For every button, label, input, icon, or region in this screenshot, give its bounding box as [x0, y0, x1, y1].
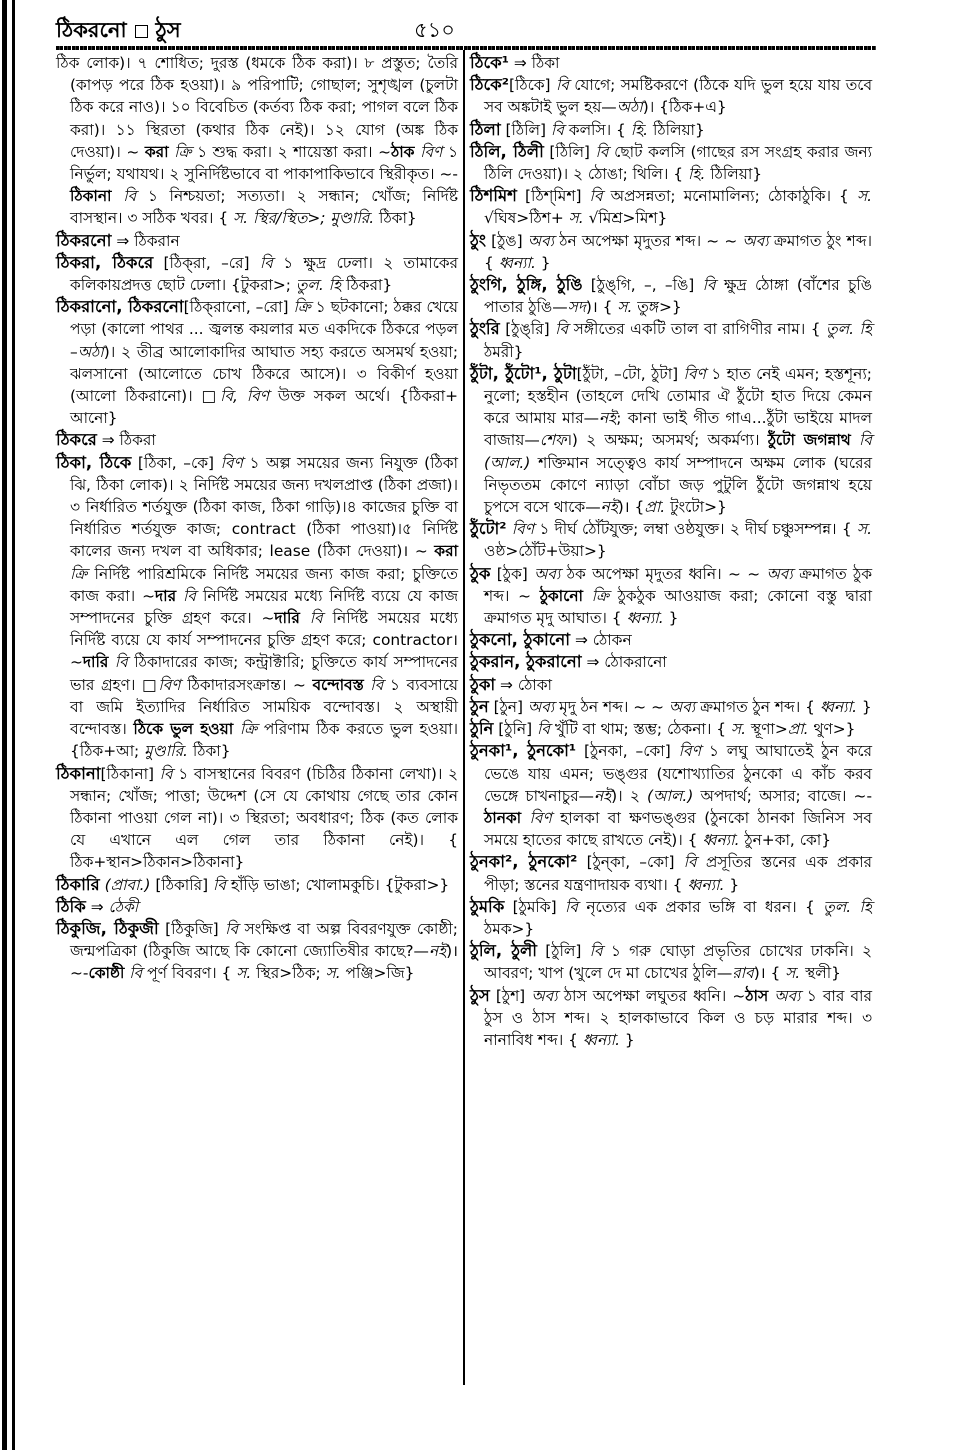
- definition-text: [233, 720, 240, 738]
- definition-text: )। {: [617, 498, 645, 517]
- headword: ঠুকরান, ঠুকরানো: [470, 652, 582, 672]
- left-column: [56, 52, 458, 985]
- italic-label: বিণ: [678, 742, 701, 761]
- definition-text: )। ২: [611, 786, 647, 805]
- definition-text: প্রসূতির স্তনের এক প্রকার পীড়া; স্তনের যন্ত্রণাদায়ক ব্যথা। {: [484, 853, 873, 894]
- dictionary-entry: [470, 718, 872, 740]
- bold-subentry: বন্দোবস্ত: [312, 675, 364, 694]
- italic-label: বি: [370, 675, 384, 694]
- definition-text: ছোট কলসি (গাছের রস সংগ্রহ করার জন্য ঠিলি দেওয়া)। ২ ঠোঙা; থিলি। {: [484, 142, 872, 184]
- italic-label: বিণ: [158, 675, 181, 694]
- definition-text: কলসি। {: [563, 120, 631, 139]
- definition-text: [ঠুঁটা, –টো, ঠুটা]: [576, 364, 684, 383]
- bold-subentry: ঠাস: [745, 986, 769, 1005]
- definition-text: স্থূণা>: [745, 720, 788, 739]
- definition-text: [300, 609, 310, 627]
- definition-text: √ঘিষ>ঠিশ+: [484, 209, 569, 228]
- italic-label: প্রা.: [787, 720, 809, 739]
- italic-label: শেফ: [539, 431, 567, 450]
- definition-text: ক্রমাগত ঠুং শব্দ। {: [484, 231, 873, 272]
- italic-label: অব্য: [527, 231, 555, 250]
- definition-text: [ঠুঙ্‌রি]: [499, 320, 556, 339]
- definition-text: পঞ্জি>জি}: [340, 964, 415, 983]
- definition-text: }: [663, 609, 679, 628]
- bold-subentry: দারি: [82, 653, 109, 672]
- guide-word-first: ঠিকরনো: [56, 18, 127, 42]
- definition-text: [112, 187, 124, 205]
- definition-text: অপদার্থ; অসার; বাজে। ~-: [693, 786, 872, 805]
- bold-subentry: কোষ্ঠী: [88, 964, 125, 983]
- italic-label: মুণ্ডারি.: [144, 742, 188, 761]
- dictionary-entry: [56, 918, 458, 985]
- dictionary-entry: [470, 318, 872, 362]
- italic-label: অব্য: [774, 986, 801, 1005]
- italic-label: বি: [555, 320, 569, 339]
- headword: ঠুমকি: [470, 896, 505, 916]
- definition-text: সঙ্গীতের একটি তাল বা রাগিণীর নাম। {: [568, 320, 827, 339]
- definition-text: ঠমরী}: [484, 342, 524, 361]
- headword: ঠিকে¹: [470, 53, 509, 72]
- dictionary-entry: [470, 563, 872, 630]
- dictionary-entry: [470, 185, 872, 229]
- binding-edge-inner: [12, 0, 15, 1450]
- page-number: ৫১০: [414, 18, 455, 42]
- italic-label: বি: [123, 187, 137, 206]
- italic-label: অঠা: [616, 98, 643, 117]
- definition-text: ঠিকাদারের কাজ; কন্ট্রাক্টারি; চুক্তিতে কার্য সম্পাদনের ভার গ্রহণ। □: [70, 653, 458, 694]
- definition-text: পরিণাম ঠিক করতে ভুল হওয়া। {ঠিক+আ;: [70, 720, 458, 761]
- definition-text: [ঠিকুজি]: [158, 919, 226, 938]
- definition-text: ঠিকরা}: [341, 276, 393, 295]
- definition-text: ⇒ ঠোকরানো: [581, 653, 667, 672]
- definition-text: [583, 587, 592, 605]
- dictionary-entry: [470, 274, 872, 318]
- italic-label: বি: [309, 609, 323, 628]
- running-head: [56, 14, 181, 49]
- definition-text: ১ শুদ্ধ করা। ২ শায়েস্তা করা। ~: [191, 142, 391, 161]
- definition-text: ঠন অপেক্ষা মৃদুতর শব্দ। ~ ~: [554, 231, 743, 250]
- bold-subentry: ঠুকানো: [539, 586, 583, 605]
- headword: ঠুনকা², ঠুনকো²: [470, 852, 578, 872]
- dictionary-entry: [56, 230, 458, 252]
- definition-text: [851, 431, 859, 449]
- italic-label: বি: [683, 853, 697, 872]
- italic-label: ঠেকী: [108, 897, 139, 916]
- italic-label: বিণ: [529, 808, 552, 827]
- italic-label: বিণ: [420, 142, 443, 161]
- headword: ঠিকানা: [56, 763, 101, 783]
- definition-text: ক্রমাগত ঠুন শব্দ। {: [695, 697, 820, 716]
- definition-text: ওষ্ঠ>ঠোঁট+উয়া>}: [484, 542, 607, 561]
- dictionary-entry: [56, 452, 458, 763]
- definition-text: ঠমক>}: [484, 919, 535, 938]
- definition-text: ⇒ ঠিকা: [508, 54, 560, 72]
- dictionary-entry: [470, 230, 872, 274]
- definition-text: √মিশ্র>মিশ}: [583, 209, 668, 228]
- definition-text: নৃত্যের এক প্রকার ভঙ্গি বা ধরন। {: [577, 897, 824, 916]
- bold-subentry: ঠিকে ভুল হওয়া: [133, 720, 234, 739]
- definition-text: [ঠুমকি]: [504, 897, 565, 916]
- definition-text: থুণ>}: [808, 720, 856, 739]
- definition-text: ; কানা ভাই গীত গাএ...ঠুঁটা ভাইয়ে মাদল বাজায়—: [484, 409, 872, 450]
- definition-text: ক্রমাগত ঠুক শব্দ। ~: [484, 564, 872, 605]
- italic-label: বি: [550, 120, 564, 139]
- italic-label: স.: [730, 720, 746, 739]
- definition-text: ঠক অপেক্ষা মৃদুতর ধ্বনি। ~ ~: [560, 564, 767, 583]
- definition-text: ঠিক লোক)। ৭ শোধিত; দুরস্ত (ধমকে ঠিক করা)। ৮ প্রস্তুত; তৈরি (কাপড় পরে ঠিক হওয়া)। ৯ পরিপাটি; গোছাল; সুশৃঙ্খল (চুলটা ঠিক করে নাও)। ১০ বিবেচিত (কর্তব্য ঠিক করা; পাগল বলে ঠিক করা)। ১১ স্থিরতা (কথার ঠিক নেই)। ১২ যোগ (অঙ্ক ঠিক দেওয়া)। ~: [56, 54, 458, 161]
- definition-text: )। {: [753, 964, 786, 983]
- italic-label: অব্য: [534, 564, 561, 583]
- italic-label: (আল.): [647, 786, 694, 805]
- definition-text: ⇒ ঠোকন: [570, 631, 632, 650]
- definition-text: [ঠিশ্‌মিশ]: [516, 187, 590, 206]
- italic-label: তুল. হি: [826, 320, 872, 339]
- dictionary-entry: [56, 763, 458, 874]
- definition-text: }: [857, 697, 872, 716]
- headword: ঠুস: [470, 985, 490, 1005]
- dictionary-entry: [56, 874, 458, 896]
- italic-label: অব্য: [742, 231, 769, 250]
- definition-text: )। ২ তীব্র আলোকাদির আঘাত সহ্য করতে অসমর্থ হওয়া; ঝলসানো (আলোতে চোখ ঠিকরে আসে)। ৩ বিকীর্ণ হওয়া (আলো ঠিকরানো)। □: [70, 342, 458, 406]
- definition-text: ১ নির্ভুল; যথাযথ। ২ সুনির্দিষ্টভাবে বা পাকাপাকিভাবে স্থিরীকৃত। ~-: [70, 142, 458, 184]
- italic-label: ধ্বন্যা.: [687, 875, 725, 894]
- bold-subentry: ঠানকা: [484, 808, 522, 827]
- definition-text: [ঠুক]: [490, 564, 535, 583]
- dictionary-entry: [470, 141, 872, 185]
- definition-text: নির্দিষ্ট সময়ের মধ্যে নির্দিষ্ট ব্যয়ে যে কাজ সম্পাদনের চুক্তি গ্রহণ করে। ~: [70, 586, 458, 628]
- italic-label: বি: [213, 875, 226, 894]
- definition-text: নির্দিষ্ট পারিশ্রমিকে নির্দিষ্ট সময়ের জন্য কাজ করা; চুক্তিতে কাজ করা। ~: [70, 564, 458, 605]
- italic-label: রাব: [732, 964, 754, 983]
- italic-label: স.: [856, 187, 872, 206]
- italic-label: বি (আল.): [484, 431, 872, 472]
- definition-text: খুঁটি বা থাম; স্তম্ভ; ঠেকনা। {: [549, 720, 731, 739]
- italic-label: বি: [589, 187, 603, 206]
- definition-text: [ঠিক্‌রা, –রে]: [153, 253, 260, 272]
- definition-text: স্থির>ঠিক;: [251, 964, 326, 983]
- dictionary-entry: [470, 696, 872, 718]
- italic-label: সদ: [567, 298, 586, 317]
- bold-subentry: করা: [434, 542, 458, 561]
- dictionary-entry: [470, 985, 872, 1052]
- italic-label: বি: [702, 276, 716, 295]
- definition-text: [ঠুনকা, –কো]: [576, 742, 679, 761]
- definition-text: [ঠিলি]: [500, 120, 551, 139]
- italic-label: তুল. হি: [823, 897, 872, 916]
- headword: ঠিশমিশ: [470, 186, 517, 206]
- headword: ঠিকরানো, ঠিকরনো: [56, 297, 184, 317]
- definition-text: ।) ২ অক্ষম; অসমর্থ; অকর্মণ্য।: [566, 431, 768, 450]
- definition-text: [ঠিকা, –কে]: [131, 453, 221, 472]
- definition-text: ১ ক্ষুদ্র ঢেলা। ২ তামাকের কলিকায়প্রদত্ত ছোট ঢেলা। {টুকরা>;: [70, 253, 458, 295]
- definition-text: ⇒ ঠোকা: [495, 675, 552, 694]
- italic-label: স.: [617, 298, 633, 317]
- dictionary-entry: [470, 52, 872, 74]
- page-header: [56, 14, 876, 42]
- italic-label: বিণ: [220, 453, 243, 472]
- definition-text: ঠাস অপেক্ষা লঘুতর ধ্বনি। ~: [557, 986, 746, 1005]
- definition-text: )। {: [585, 298, 618, 317]
- dictionary-entry: [470, 74, 872, 118]
- headword: ঠুক: [470, 563, 491, 583]
- italic-label: নই: [428, 942, 447, 961]
- definition-text: )। ~-: [70, 942, 458, 983]
- headword: ঠিকরে: [56, 430, 97, 450]
- headword: ঠুংগি, ঠুঙ্গি, ঠুঙি: [470, 275, 583, 295]
- definition-text: [ঠিকানা]: [100, 764, 160, 783]
- dictionary-entry: [56, 52, 458, 230]
- dictionary-entry: [56, 252, 458, 296]
- headword: ঠুনকা¹, ঠুনকো¹: [470, 741, 577, 761]
- bold-subentry: করা: [144, 142, 169, 161]
- headword: ঠিলি, ঠিলী: [470, 141, 544, 161]
- definition-text: ঠুকঠুক আওয়াজ করা; কোনো বস্তু দ্বারা ক্রমাগত মৃদু আঘাত। {: [484, 586, 872, 628]
- definition-text: [521, 809, 529, 827]
- definition-text: [ঠুন্‌কা, –কো]: [577, 853, 684, 872]
- definition-text: [ঠুনি]: [493, 720, 537, 739]
- italic-label: স.: [236, 964, 252, 983]
- headword: ঠুলি, ঠুলী: [470, 941, 538, 961]
- bold-subentry: ঠিকানা: [70, 187, 112, 206]
- italic-label: বি: [589, 942, 603, 961]
- italic-label: স.: [856, 520, 872, 539]
- italic-label: নই: [600, 498, 618, 517]
- bold-subentry: ঠাক: [390, 142, 415, 161]
- definition-text: [ঠিক্‌রানো, –রো]: [183, 298, 294, 317]
- italic-label: হি.: [630, 120, 649, 139]
- definition-text: নির্দিষ্ট সময়ের মধ্যে নির্দিষ্ট ব্যয়ে যে কার্য সম্পাদনের চুক্তি গ্রহণ করে; contractor। ~: [70, 609, 458, 672]
- italic-label: স.: [785, 964, 801, 983]
- dictionary-entry: [470, 851, 872, 895]
- definition-text: ১ বার বার ঠুস ও ঠাস শব্দ। ২ হালকাভাবে কিল ও চড় মারার শব্দ। ৩ নানাবিধ শব্দ। {: [484, 986, 872, 1049]
- italic-label: বি: [595, 142, 609, 161]
- definition-text: )। {ঠিক+এ}: [642, 98, 727, 117]
- definition-text: ঠিকা}: [374, 209, 417, 228]
- headword: ঠিকরনো: [56, 230, 112, 250]
- definition-text: }: [619, 1030, 635, 1049]
- definition-text: ১ ব্যবসায়ে বা জমি ইত্যাদির নির্ধারিত সাময়িক বন্দোবস্ত। ২ অস্থায়ী বন্দোবস্ত।: [70, 675, 458, 739]
- definition-text: সংক্ষিপ্ত বা অল্প বিবরণযুক্ত কোষ্ঠী; জন্মপত্রিকা (ঠিকুজি আছে কি কোনো জ্যোতিষীর কাছে?—: [70, 919, 458, 961]
- dictionary-entry: [470, 651, 872, 673]
- dictionary-entry: [470, 674, 872, 696]
- italic-label: বিণ: [511, 520, 535, 539]
- definition-text: ১ লঘু আঘাতেই ঠুন করে ভেঙে যায় এমন; ভঙ্গুর (যশোখ্যাতির ঠুনকো এ কাঁচ করব ভেঙ্গে চাখনাচুর—: [484, 742, 872, 805]
- definition-text: [ঠুলি]: [537, 942, 590, 961]
- definition-text: ক্ষুদ্র ঠোঙ্গা (বাঁশের চুঙি পাতার ঠুঙি—: [484, 276, 872, 317]
- italic-label: বি: [225, 919, 239, 938]
- headword: ঠুনি: [470, 719, 494, 739]
- italic-label: বি: [183, 586, 196, 605]
- binding-edge-outer: [2, 0, 7, 1450]
- dictionary-entry: [56, 429, 458, 451]
- headword: ঠুকা: [470, 674, 496, 694]
- guide-word-last: ঠুস: [155, 18, 181, 42]
- dictionary-entry: [470, 363, 872, 518]
- italic-label: বি: [259, 253, 273, 272]
- definition-text: [ঠিকে]: [508, 76, 556, 95]
- definition-text: }: [724, 875, 740, 894]
- definition-text: পূর্ণ বিবরণ। {: [142, 964, 237, 983]
- dictionary-entry: [56, 296, 458, 429]
- italic-label: বি: [159, 764, 173, 783]
- dictionary-entry: [470, 518, 872, 562]
- definition-text: ⇒ ঠিকরা: [96, 431, 156, 450]
- italic-label: স্থির/স্থিত>; মুণ্ডারি.: [252, 209, 375, 228]
- italic-label: তুল. হি: [295, 276, 342, 295]
- italic-label: ক্রি: [239, 720, 258, 739]
- definition-text: হালকা বা ক্ষণভঙ্গুর (ঠুনকো ঠানকা জিনিস সব সময়ে হাতের কাছে রাখতে নেই)। {: [484, 808, 872, 850]
- italic-label: বি: [537, 720, 550, 739]
- italic-label: বি: [114, 653, 128, 672]
- definition-text: ঠুন+কা, কো}: [739, 831, 831, 850]
- italic-label: বি: [129, 964, 143, 983]
- definition-text: অপ্রসন্নতা; মনোমালিন্য; ঠোকাঠুকি। {: [602, 187, 857, 206]
- italic-label: অব্য: [527, 697, 555, 716]
- italic-label: ধ্বন্যা.: [819, 697, 858, 716]
- definition-text: ⇒: [85, 897, 109, 916]
- definition-text: স্থলী}: [800, 964, 841, 983]
- definition-text: যোগে; সমষ্টিকরণে (ঠিকে যদি ভুল হয়ে যায় তবে সব অঙ্কটাই ভুল হয়—: [484, 76, 873, 117]
- definition-text: ১ গরু ঘোড়া প্রভৃতির চোখের ঢাকনি। ২ আবরণ; খাপ (খুলে দে মা চোখের ঠুলি—: [484, 942, 872, 983]
- definition-text: [ঠুশ]: [489, 986, 532, 1005]
- definition-text: [176, 587, 183, 605]
- headword: ঠুন: [470, 696, 489, 716]
- definition-text: ১ দীর্ঘ ঠোঁটযুক্ত; লম্বা ওষ্ঠযুক্ত। ২ দীর্ঘ চঞ্চুসম্পন্ন। {: [534, 520, 857, 539]
- headword: ঠিকরা, ঠিকরে: [56, 252, 154, 272]
- italic-label: স.: [325, 964, 341, 983]
- italic-label: অব্য: [668, 697, 696, 716]
- italic-label: (প্রাবা.): [104, 875, 151, 894]
- headword: ঠুঁটা, ঠুঁটো¹, ঠুটা: [470, 363, 577, 383]
- italic-label: বি: [564, 897, 578, 916]
- italic-label: নই: [593, 786, 612, 805]
- definition-text: টুংটো>}: [665, 498, 727, 517]
- italic-label: বি, বিণ: [220, 387, 270, 406]
- definition-text: ১ ছটকানো; ঠক্কর খেয়ে পড়া (কালো পাথর ... জ্বলন্ত কয়লার মত একদিকে ঠিকরে পড়ল –: [70, 298, 458, 361]
- definition-text: ১ নিশ্চয়তা; সত্যতা। ২ সন্ধান; খোঁজ; নির্দিষ্ট বাসস্থান। ৩ সঠিক খবর। {: [70, 187, 458, 228]
- italic-label: হি.: [687, 165, 706, 184]
- italic-label: ক্রি: [591, 586, 609, 605]
- definition-text: তুঙ্গ>}: [632, 298, 682, 317]
- header-rule: [56, 46, 876, 50]
- headword: ঠুং: [470, 230, 486, 250]
- headword: ঠুকনো, ঠুকানো: [470, 630, 571, 650]
- dictionary-entry: [470, 940, 872, 984]
- italic-label: ধ্বন্যা.: [582, 1030, 620, 1049]
- column-divider: [463, 50, 465, 1385]
- bold-subentry: ঠুঁটো জগন্নাথ: [767, 431, 851, 450]
- italic-label: অব্য: [766, 564, 793, 583]
- definition-text: }: [535, 253, 551, 272]
- italic-label: ধ্বন্যা.: [498, 253, 536, 272]
- headword: ঠিকারি: [56, 874, 100, 894]
- headword: ঠিকা, ঠিকে: [56, 452, 132, 472]
- italic-label: নই: [598, 409, 617, 428]
- italic-label: ক্রি: [293, 298, 311, 317]
- definition-text: [ঠুন]: [488, 697, 528, 716]
- headword: ঠিকুজি, ঠিকুজী: [56, 918, 159, 938]
- definition-text: ঠিকাদারসংক্রান্ত। ~: [180, 675, 313, 694]
- bold-subentry: দার: [155, 586, 177, 605]
- italic-label: বিণ: [683, 364, 706, 383]
- definition-text: উক্ত সকল অর্থে। {ঠিকরা+ আনো}: [70, 387, 458, 428]
- right-column: [470, 52, 872, 1051]
- italic-label: ক্রি: [70, 564, 88, 583]
- headword: ঠুঁটো²: [470, 519, 507, 539]
- italic-label: ধ্বন্যা.: [626, 609, 664, 628]
- definition-text: ১ অল্প সময়ের জন্য নিযুক্ত (ঠিকা ঝি, ঠিকা লোক)। ২ নির্দিষ্ট সময়ের জন্য দখলপ্রাপ্ত (ঠিকা প্রজা)। ৩ নির্ধারিত শর্তযুক্ত (ঠিকা কাজ, ঠিকা গাড়ি)।৪ কাজের চুক্তি বা নির্ধারিত শর্তযুক্ত কাজ; contract (ঠিকা পাওয়া)।৫ নির্দিষ্ট কালের জন্য দখল বা অধিকার; lease (ঠিকা দেওয়া)। ~: [70, 453, 458, 561]
- headword: ঠুংরি: [470, 319, 500, 339]
- italic-label: বি: [555, 76, 569, 95]
- dictionary-entry: [56, 896, 458, 918]
- dictionary-entry: [470, 629, 872, 651]
- definition-text: হাঁড়ি ভাঙা; খোলামকুচি। {টুকরা>}: [225, 875, 450, 894]
- definition-text: শক্তিমান সত্ত্বেও কার্য সম্পাদনে অক্ষম লোক (ঘরের নিভৃততম কোণে ন্যাড়া বোঁচা জড় পুটুলি ঠুঁটো জগন্নাথ হয়ে চুপসে বসে থাকে—: [484, 453, 872, 517]
- dictionary-entry: [470, 896, 872, 940]
- italic-label: অব্য: [531, 986, 558, 1005]
- headword: ঠিকে²: [470, 75, 509, 95]
- italic-label: ক্রি: [174, 142, 192, 161]
- headword: ঠিকি: [56, 896, 86, 916]
- italic-label: প্রা.: [644, 498, 666, 517]
- definition-text: ⇒ ঠিকরান: [111, 231, 180, 250]
- definition-text: [ঠিলি]: [543, 142, 596, 161]
- italic-label: স.: [568, 209, 584, 228]
- bold-subentry: দারি: [274, 609, 300, 628]
- dictionary-entry: [470, 119, 872, 141]
- definition-text: ১ বাসস্থানের বিবরণ (চিঠির ঠিকানা লেখা)। ২ সন্ধান; খোঁজ; পাত্তা; উদ্দেশ (সে যে কোথায় গেছে তার কোন ঠিকানা পাওয়া গেল না)। ৩ স্থিরতা; অবধারণ; ঠিক (কত লোক যে এখানে এল গেল তার ঠিকানা নেই)। { ঠিক+স্থান>ঠিকান>ঠিকানা}: [70, 764, 458, 872]
- definition-text: [ঠিকারি]: [150, 875, 213, 894]
- italic-label: ধ্বন্যা.: [702, 831, 740, 850]
- definition-text: ঠিলিয়া}: [705, 165, 763, 184]
- definition-text: ঠিলিয়া}: [648, 120, 705, 139]
- italic-label: স.: [233, 209, 249, 228]
- definition-text: মৃদু ঠন শব্দ। ~ ~: [554, 697, 669, 716]
- definition-text: [ঠুঙ]: [485, 231, 528, 250]
- definition-text: ঠিকা}: [187, 742, 231, 761]
- italic-label: অঠা: [77, 342, 104, 361]
- definition-text: [ঠুঙ্‌গি, –, –ঙি]: [582, 276, 703, 295]
- headword: ঠিলা: [470, 119, 501, 139]
- separator-box-icon: [135, 25, 148, 38]
- definition-text: ১ হাত নেই এমন; হস্তশূন্য; নুলো; হস্তহীন (তাহলে দেখি তোমার ঐ ঠুঁটো হাত দিয়ে কেমন করে আমায় মার—: [484, 364, 872, 428]
- dictionary-entry: [470, 740, 872, 851]
